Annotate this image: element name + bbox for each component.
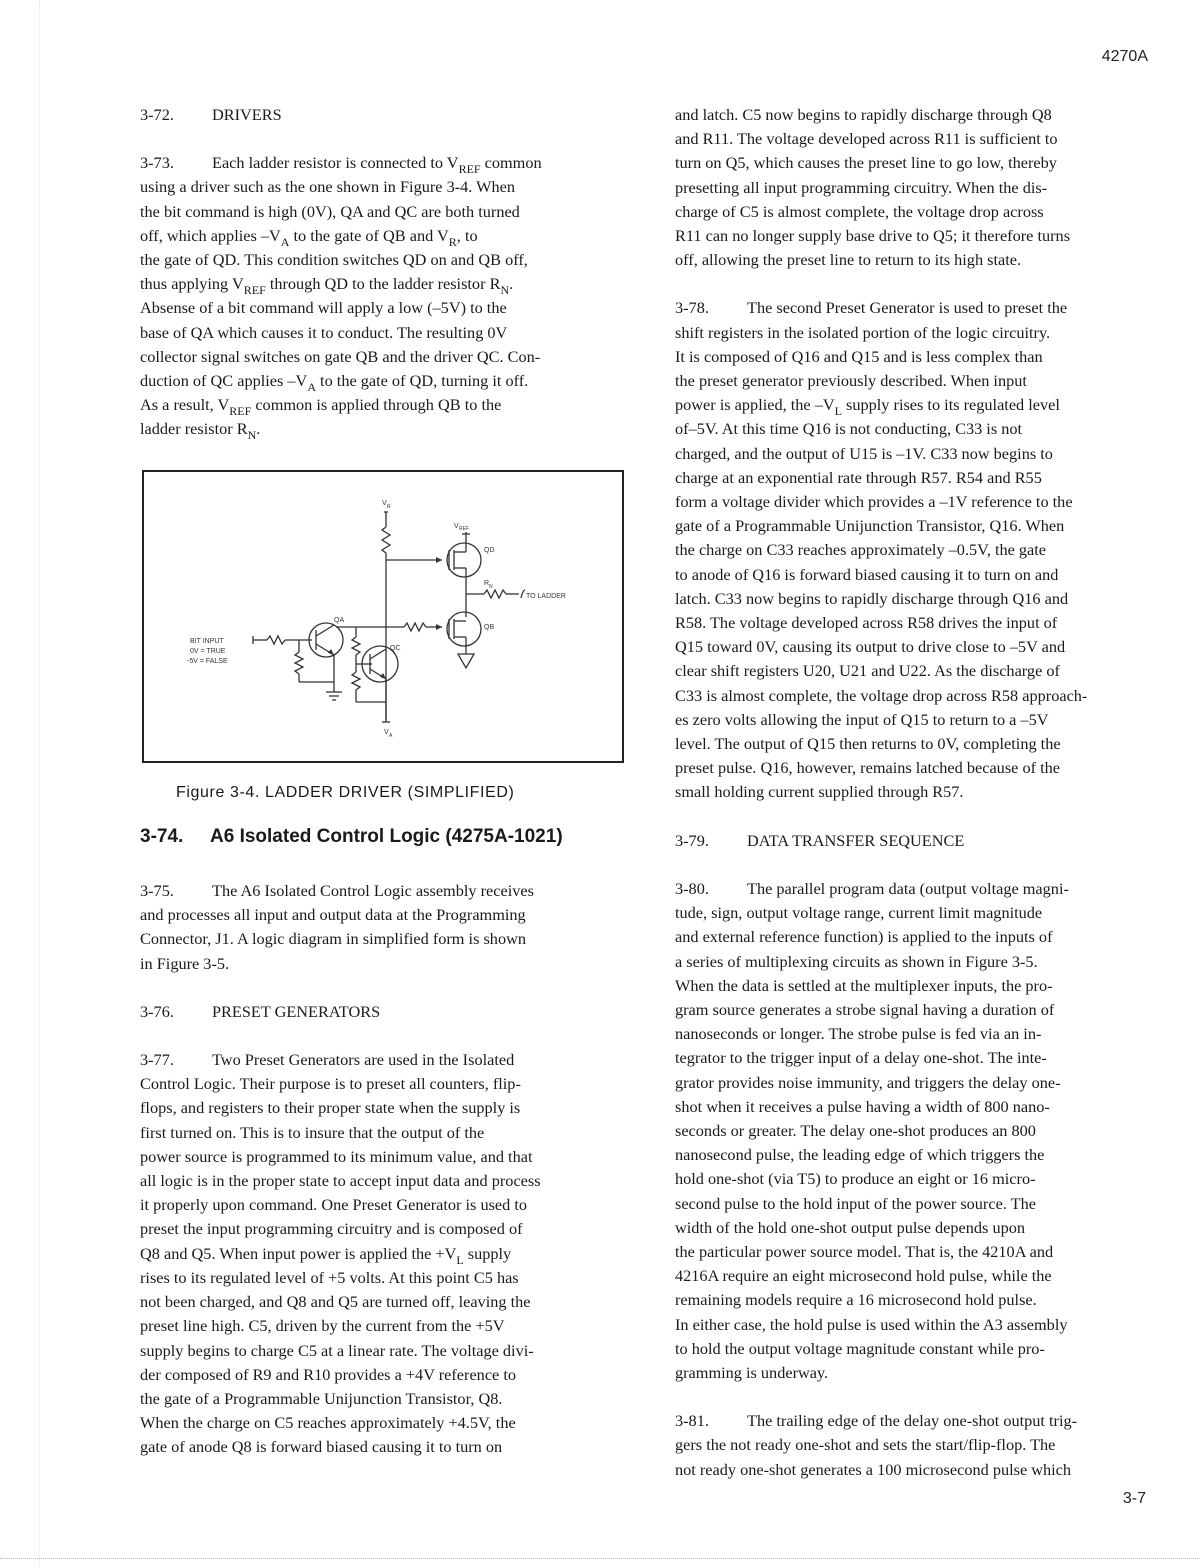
paragraph-3-78: 3-78. The second Preset Generator is used to preset the shift registers in the isolated portion of the logic circuitry. It is composed of Q16 and Q15 and is less complex than the preset generator previously described. When input power is applied, the $-V_L$ supply rises to its regulated level of–5V. At this time Q16 is not conducting, C33 is not charged, and the output of U15 is –1V. C33 now begins to charge at an exponential rate through R57. R54 and R55 form a voltage divider which provides a –1V reference to the gate of a Programmable Unijunction Transistor, Q16. When the charge on C33 reaches approximately –0.5V, the gate to anode of Q16 is forward biased causing it to turn on and latch. C33 now begins to rapidly discharge through Q16 and R58. The voltage developed across R58 drives the input of Q15 toward 0V, causing its output to drive close to –5V and clear shift registers U20, U21 and U22. As the discharge of C33 is almost complete, the voltage drop across R58 approach- es zero volts allowing the input of Q15 to return to a –5V level. The output of Q15 then returns to 0V, completing the preset pulse. Q16, however, remains latched because of the small holding current supplied through R57.	[675, 298, 1088, 802]
para-number: 3-75.	[140, 881, 174, 901]
label-qc: QC	[390, 644, 401, 652]
page-number: 3-7	[1122, 1490, 1146, 1507]
label-rn: R	[484, 579, 490, 587]
para-number: 3-78.	[675, 298, 709, 318]
para-number: 3-73.	[140, 153, 174, 173]
scan-bottom-artifact	[0, 1558, 1200, 1559]
section-title: PRESET GENERATORS	[212, 1001, 381, 1021]
svg-text:REF: REF	[459, 525, 469, 532]
page-header-model: 4270A	[1101, 48, 1148, 65]
left-column	[140, 103, 640, 1484]
label-qb: QB	[484, 623, 495, 631]
label-to-ladder: TO LADDER	[526, 592, 566, 600]
svg-text:R: R	[387, 503, 391, 510]
para-number: 3-72.	[140, 105, 174, 124]
section-heading-3-79	[675, 829, 1165, 853]
svg-text:A: A	[389, 732, 393, 739]
section-heading-3-72	[140, 103, 640, 127]
paragraph-3-80: 3-80. The parallel program data (output voltage magni- tude, sign, output voltage range, current limit magnitude and external reference function) is applied to the inputs of a series of multiplexing circuits as shown in Figure 3-5. When the data is settled at the multiplexer inputs, the pro- gram source generates a strobe signal having a duration of nanoseconds or longer. The strobe pulse is fed via an in- tegrator to the trigger input of a delay one-shot. The inte- grator provides noise immunity, and triggers the delay one- shot when it receives a pulse having a width of 800 nano- seconds or greater. The delay one-shot produces an 800 nanosecond pulse, the leading edge of which triggers the hold one-shot (via T5) to produce an eight or 16 micro- second pulse to the hold input of the power source. The width of the hold one-shot output pulse depends upon the particular power source model. That is, the 4210A and 4216A require an eight microsecond hold pulse, while the remaining models require a 16 microsecond hold pulse. In either case, the hold pulse is used within the A3 assembly to hold the output voltage magnitude constant while pro- gramming is underway.	[675, 878, 1069, 1382]
label-bit-input: BIT INPUT	[190, 637, 224, 645]
para-number: 3-76.	[140, 1001, 174, 1021]
section-title: DATA TRANSFER SEQUENCE	[747, 830, 965, 850]
scan-edge-artifact	[0, 0, 40, 1568]
section-heading-3-76	[140, 1000, 640, 1024]
para-number: 3-81.	[675, 1411, 709, 1431]
section-title: DRIVERS	[212, 105, 282, 124]
ladder-driver-schematic	[144, 472, 622, 761]
figure-caption: Figure 3-4. LADDER DRIVER (SIMPLIFIED)	[176, 783, 515, 801]
para-number: 3-74.	[140, 825, 184, 847]
svg-text:-5V = FALSE: -5V = FALSE	[187, 657, 228, 665]
paragraph-3-81: 3-81. The trailing edge of the delay one-shot output trig- gers the not ready one-shot and sets the start/flip-flop. The not ready one-shot generates a 100 microsecond pulse which	[675, 1411, 1078, 1479]
label-qd: QD	[484, 546, 495, 554]
figure-ladder-driver	[142, 470, 624, 763]
paragraph-3-75: 3-75. The A6 Isolated Control Logic assembly receives and processes all input and output data at the Programming Connector, J1. A logic diagram in simplified form is shown in Figure 3-5.	[140, 881, 534, 973]
para-number: 3-80.	[675, 878, 709, 898]
right-column	[675, 103, 1165, 1506]
label-va: V	[384, 728, 389, 736]
svg-text:0V = TRUE: 0V = TRUE	[190, 647, 226, 655]
label-vr: V	[382, 499, 387, 507]
label-vref: V	[454, 522, 459, 530]
paragraph-3-77-continued: and latch. C5 now begins to rapidly discharge through Q8 and R11. The voltage developed across R11 is sufficient to turn on Q5, which causes the preset line to go low, thereby presetting all input programming circuitry. When the dis- charge of C5 is almost complete, the voltage drop across R11 can no longer supply base drive to Q5; it therefore turns off, allowing the preset line to return to its high state.	[675, 105, 1071, 270]
svg-text:N: N	[489, 583, 493, 590]
section-heading-3-74	[140, 825, 640, 849]
paragraph-3-73: 3-73. Each ladder resistor is connected to $V_{REF}$ common using a driver such as the one shown in Figure 3-4. When the bit command is high (0V), QA and QC are both turned off, which applies $-V_A$ to the gate of QB and $V_R$, to the gate of QD. This condition switches QD on and QB off, thus applying $V_{REF}$ through QD to the ladder resistor $R_N$. Absense of a bit command will apply a low (–5V) to the base of QA which causes it to conduct. The resulting 0V collector signal switches on gate QB and the driver QC. Con- duction of QC applies $-V_A$ to the gate of QD, turning it off. As a result, $V_{REF}$ common is applied through QB to the ladder resistor $R_N$.	[140, 153, 542, 443]
section-title: A6 Isolated Control Logic (4275A-1021)	[210, 825, 563, 847]
paragraph-3-77: 3-77. Two Preset Generators are used in the Isolated Control Logic. Their purpose is to preset all counters, flip- flops, and registers to their proper state when the supply is first turned on. This is to insure that the output of the power source is programmed to its minimum value, and that all logic is in the proper state to accept input data and process it properly upon command. One Preset Generator is used to preset the input programming circuitry and is composed of Q8 and Q5. When input power is applied the $+V_L$ supply rises to its regulated level of +5 volts. At this point C5 has not been charged, and Q8 and Q5 are turned off, leaving the preset line high. C5, driven by the current from the +5V supply begins to charge C5 at a linear rate. The voltage divi- der composed of R9 and R10 provides a +4V reference to the gate of a Programmable Unijunction Transistor, Q8. When the charge on C5 reaches approximately +4.5V, the gate of anode Q8 is forward biased causing it to turn on	[140, 1050, 541, 1457]
para-number: 3-79.	[675, 830, 709, 850]
label-qa: QA	[334, 616, 345, 624]
para-number: 3-77.	[140, 1050, 174, 1070]
